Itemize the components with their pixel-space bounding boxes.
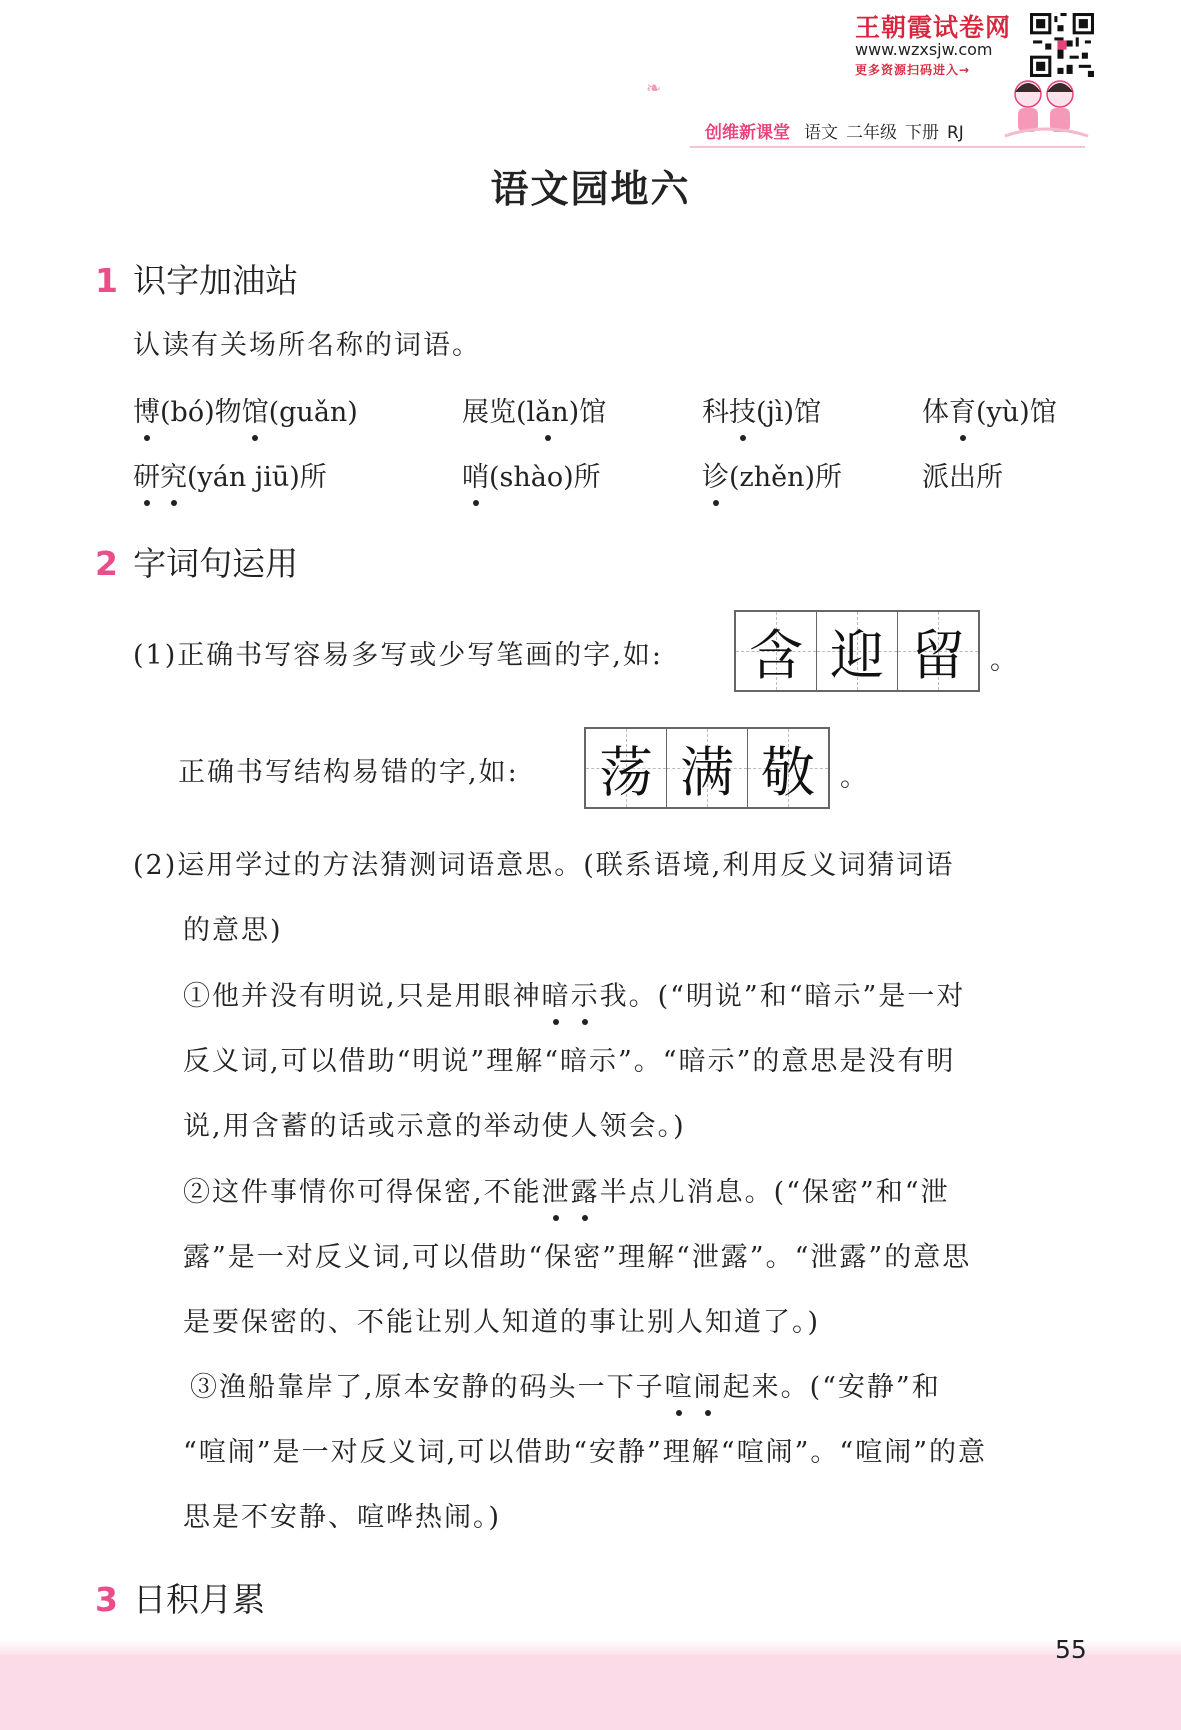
grid-char: 荡	[599, 740, 653, 804]
bird-decoration-icon: ❧	[646, 78, 662, 99]
word-text: 派出所	[922, 462, 1003, 493]
writing-tip-2: 正确书写结构易错的字,如:	[178, 757, 519, 788]
grid-char: 满	[680, 740, 734, 804]
example-1-line-2: 反义词,可以借助“明说”理解“暗示”。“暗示”的意思是没有明	[183, 1046, 956, 1077]
header-divider	[690, 146, 1085, 148]
children-illustration-icon	[1000, 72, 1090, 142]
example-text: 半点儿消息。(“保密”和“泄	[599, 1177, 950, 1208]
key-word-char: 闹	[693, 1372, 723, 1403]
section-number: 1	[95, 261, 118, 300]
site-url[interactable]: www.wzxsjw.com	[855, 40, 993, 59]
section-number: 2	[95, 544, 118, 583]
section-1-instruction: 认读有关场所名称的词语。	[133, 330, 481, 361]
example-text: ②这件事情你可得保密,不能	[183, 1177, 542, 1208]
tianzige-grid	[734, 610, 980, 692]
word-text: 体	[922, 397, 949, 428]
word-text: )馆	[568, 397, 607, 428]
example-3-line-3: 思是不安静、喧哗热闹。)	[183, 1502, 502, 1533]
section-2-heading	[95, 538, 298, 585]
footer-band	[0, 1655, 1181, 1730]
grid-cell	[736, 612, 817, 690]
word-item	[462, 455, 601, 494]
word-char: 研	[133, 462, 160, 493]
grid-char: 含	[749, 623, 803, 687]
word-item	[922, 390, 1057, 429]
word-char: 博	[133, 397, 160, 428]
key-word-char: 暗	[541, 981, 571, 1012]
edition: RJ	[947, 123, 964, 143]
word-item	[133, 455, 327, 494]
guess-instruction-line-2: 的意思)	[183, 915, 283, 946]
volume: 下册	[905, 123, 939, 143]
example-3-line-2: “喧闹”是一对反义词,可以借助“安静”理解“喧闹”。“喧闹”的意	[183, 1437, 988, 1468]
word-text: (	[516, 397, 527, 428]
guess-instruction-line-1: (2)运用学过的方法猜测词语意思。(联系语境,利用反义词猜词语	[133, 850, 955, 881]
word-char: 馆	[241, 397, 269, 428]
punctuation: 。	[990, 645, 1019, 676]
word-item	[702, 390, 821, 429]
word-item	[462, 390, 606, 429]
word-text: (guǎn)	[268, 397, 358, 428]
word-text: 科	[702, 397, 729, 428]
word-pinyin: lǎn	[526, 397, 569, 428]
series-name: 创维新课堂	[705, 123, 790, 143]
word-text: 展览	[462, 397, 516, 428]
key-word-char: 泄	[541, 1177, 571, 1208]
section-3-heading	[95, 1574, 265, 1621]
word-char: 技	[729, 397, 756, 428]
site-brand: 王朝霞试卷网	[855, 13, 1012, 42]
word-char: 诊	[702, 462, 729, 493]
example-text: ③渔船靠岸了,原本安静的码头一下子	[190, 1372, 665, 1403]
example-3-line-1	[190, 1365, 941, 1404]
word-text: (yù)馆	[976, 397, 1057, 428]
page-title: 语文园地六	[490, 167, 691, 211]
example-2-line-2: 露”是一对反义词,可以借助“保密”理解“泄露”。“泄露”的意思	[183, 1242, 972, 1273]
tianzige-grid	[584, 727, 830, 809]
grid-char: 敬	[761, 740, 815, 804]
subject: 语文	[804, 123, 838, 143]
word-item	[922, 455, 1003, 494]
grid-char: 留	[911, 623, 965, 687]
section-title: 识字加油站	[133, 261, 299, 300]
grid-cell	[898, 612, 978, 690]
qr-code-icon[interactable]	[1030, 12, 1094, 78]
word-text: (jì)馆	[756, 397, 822, 428]
grid-cell	[748, 729, 828, 807]
word-text: (yán jiū)所	[187, 462, 327, 493]
grid-cell	[817, 612, 898, 690]
grid-cell	[667, 729, 748, 807]
word-item	[133, 390, 358, 429]
grid-char: 迎	[830, 623, 884, 687]
example-2-line-1	[183, 1170, 950, 1209]
word-char: 育	[949, 397, 976, 428]
example-text: 起来。(“安静”和	[722, 1372, 941, 1403]
section-number: 3	[95, 1580, 118, 1619]
book-info	[705, 118, 964, 143]
key-word-char: 示	[570, 981, 600, 1012]
example-2-line-3: 是要保密的、不能让别人知道的事让别人知道了。)	[183, 1307, 821, 1338]
punctuation: 。	[840, 762, 869, 793]
writing-tip-1: (1)正确书写容易多写或少写笔画的字,如:	[133, 640, 663, 671]
example-1-line-3: 说,用含蓄的话或示意的举动使人领会。)	[183, 1111, 686, 1142]
key-word-char: 喧	[664, 1372, 694, 1403]
scan-prompt: 更多资源扫码进入→	[855, 63, 971, 77]
key-word-char: 露	[570, 1177, 600, 1208]
example-1-line-1	[183, 974, 965, 1013]
grade: 二年级	[846, 123, 897, 143]
page-number: 55	[1055, 1635, 1087, 1664]
section-title: 字词句运用	[133, 544, 299, 583]
word-text: (shào)所	[489, 462, 601, 493]
section-1-heading	[95, 255, 298, 302]
section-title: 日积月累	[133, 1580, 266, 1619]
example-text: ①他并没有明说,只是用眼神	[183, 981, 542, 1012]
word-text: (zhěn)所	[729, 462, 843, 493]
word-text: (bó)物	[160, 397, 242, 428]
word-char: 哨	[462, 462, 489, 493]
word-char: 究	[160, 462, 187, 493]
word-item	[702, 455, 842, 494]
example-text: 我。(“明说”和“暗示”是一对	[599, 981, 966, 1012]
grid-cell	[586, 729, 667, 807]
